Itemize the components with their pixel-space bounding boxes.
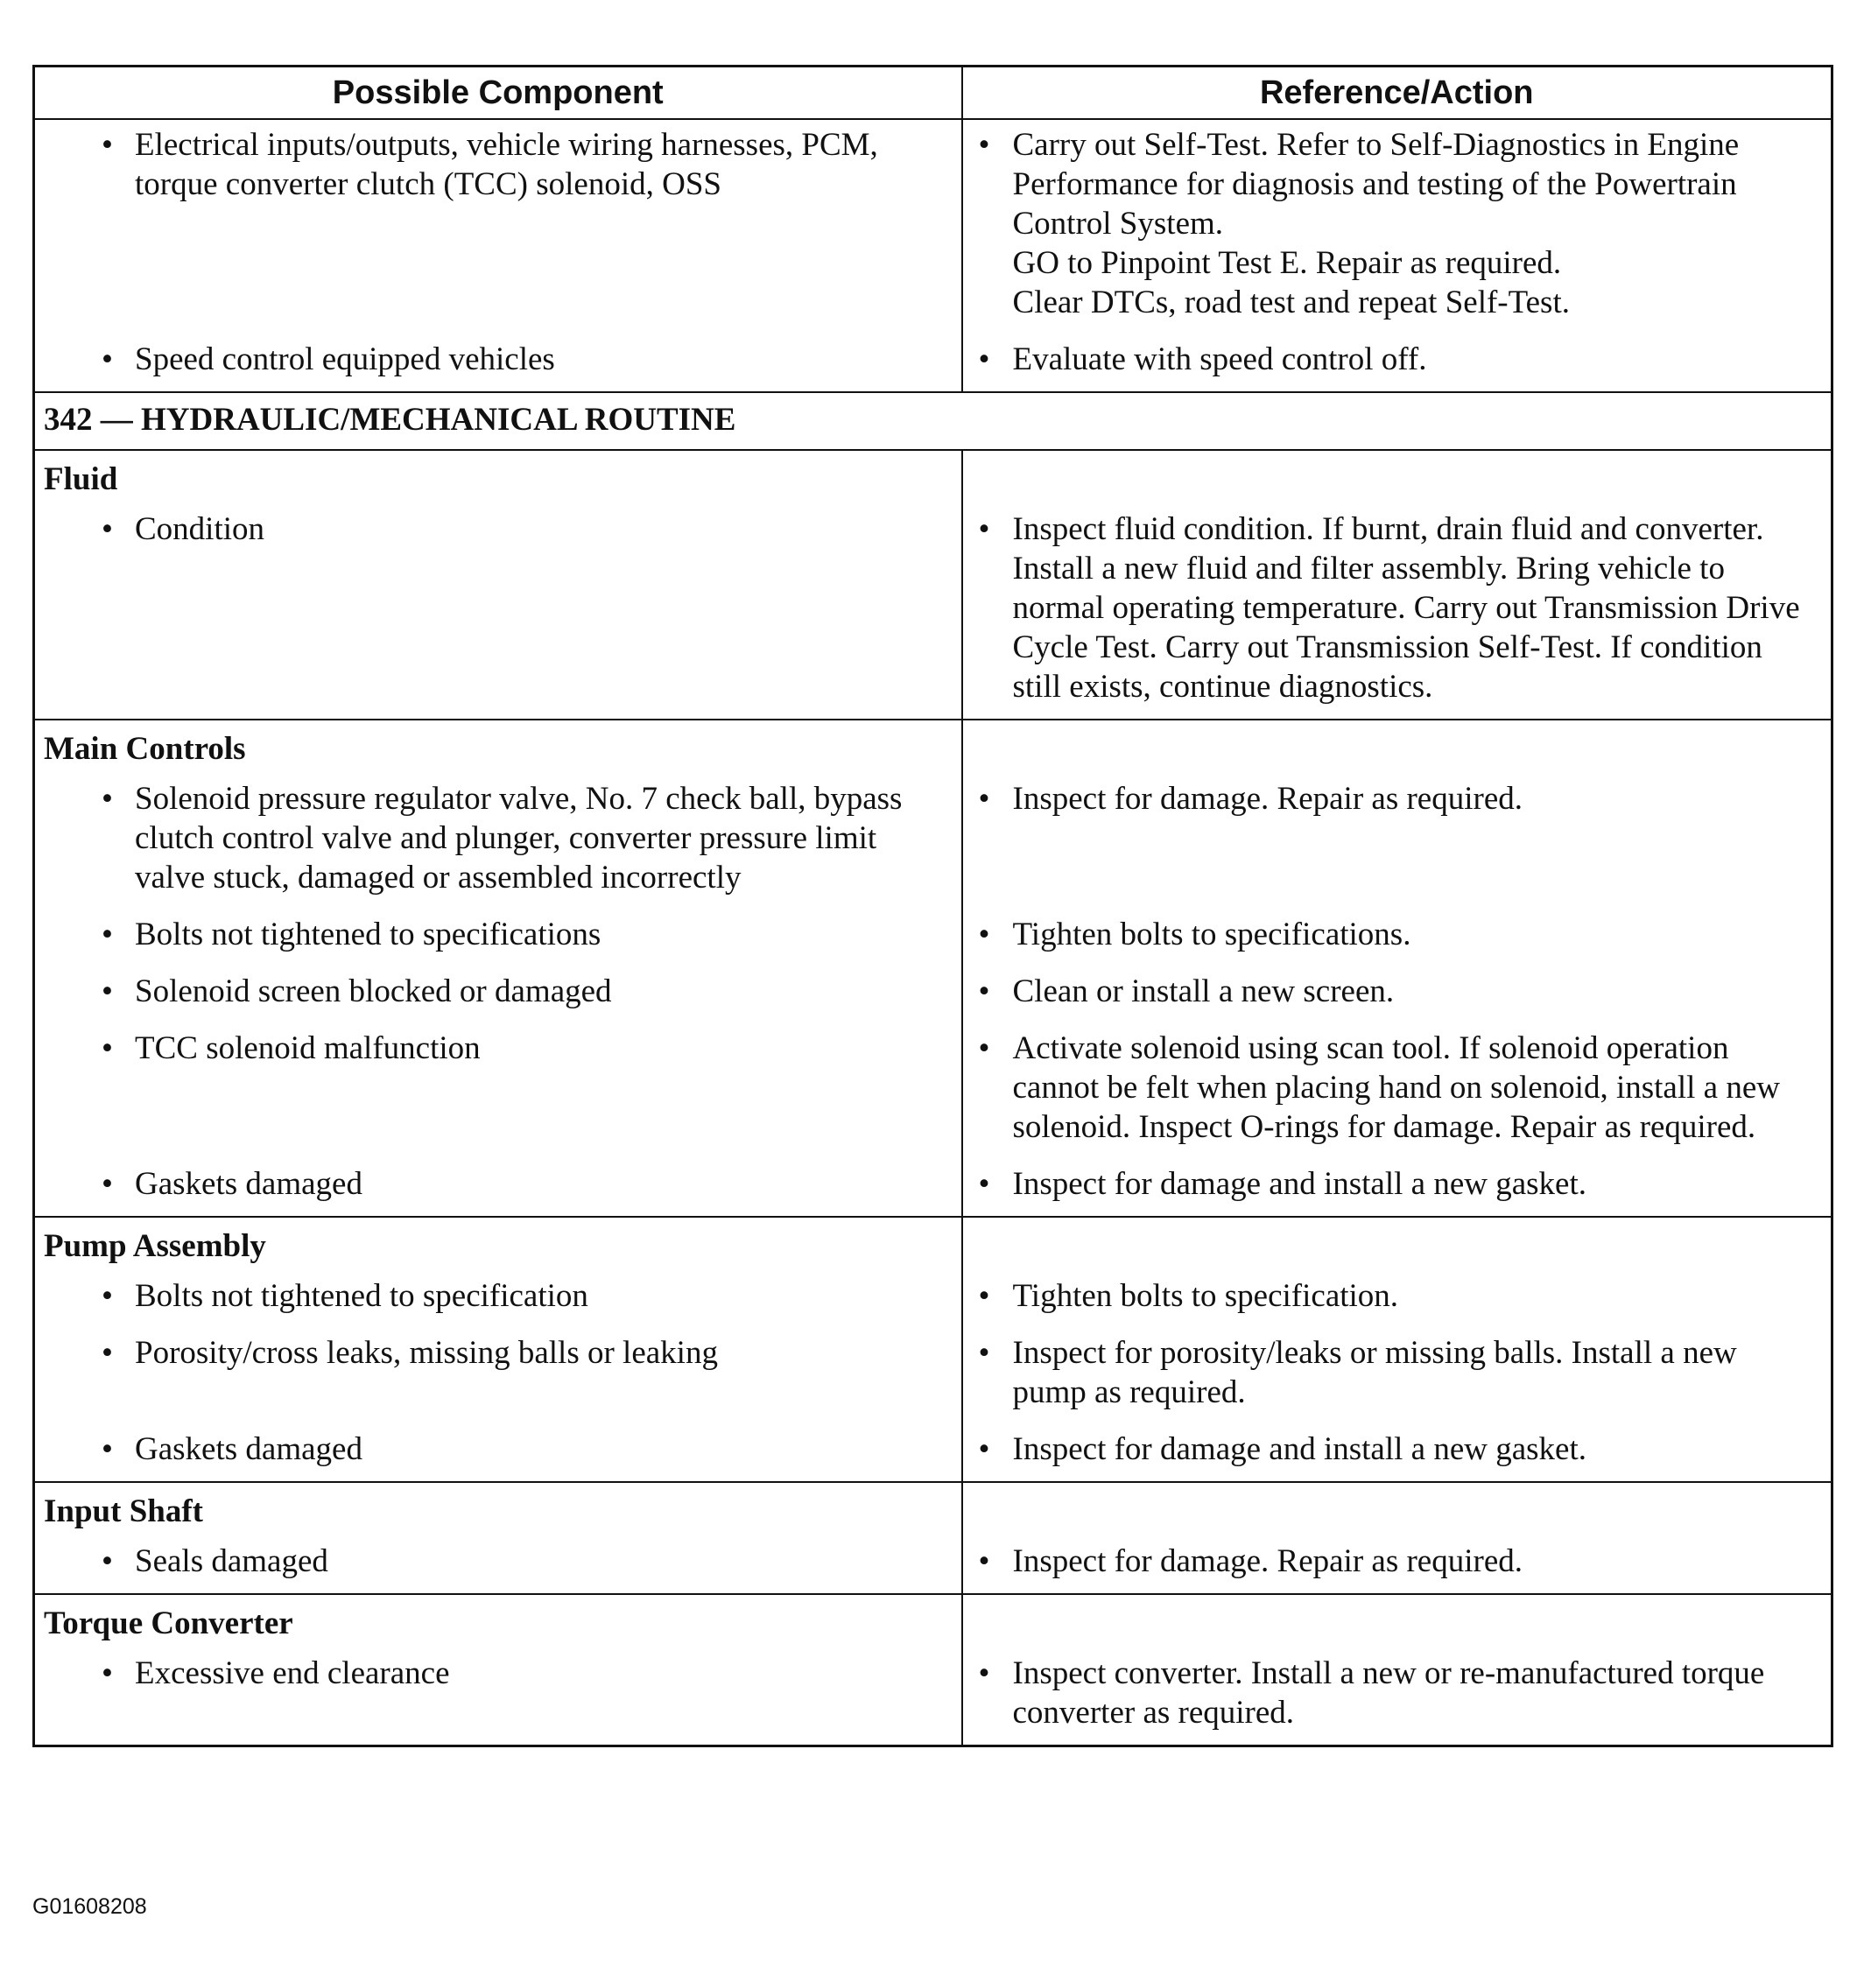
action-text: Inspect for damage and install a new gasket. xyxy=(1012,1431,1586,1467)
component-text: Speed control equipped vehicles xyxy=(135,341,555,377)
table-row xyxy=(34,910,1832,966)
bullet-icon: • xyxy=(102,917,113,952)
diagnostic-table xyxy=(32,65,1833,1747)
table-row xyxy=(34,774,1832,910)
component-text: Bolts not tightened to specifications xyxy=(135,917,601,952)
action-text: Clear DTCs, road test and repeat Self-Test. xyxy=(1012,285,1570,320)
bullet-icon: • xyxy=(978,1030,990,1066)
component-cell xyxy=(34,910,962,966)
component-cell xyxy=(34,1159,962,1217)
component-item xyxy=(35,1328,961,1385)
action-item xyxy=(963,1159,1832,1216)
action-cell xyxy=(962,119,1832,334)
header-row xyxy=(34,67,1832,120)
action-item xyxy=(963,774,1832,831)
section-title-main-controls: Main Controls xyxy=(34,720,962,774)
action-cell xyxy=(962,1424,1832,1482)
action-item xyxy=(963,1648,1832,1745)
routine-title: 342 — HYDRAULIC/MECHANICAL ROUTINE xyxy=(34,392,1832,450)
table-row xyxy=(34,1159,1832,1217)
table-row xyxy=(34,1328,1832,1424)
table-row xyxy=(34,119,1832,334)
table-row xyxy=(34,1424,1832,1482)
table-row xyxy=(34,966,1832,1023)
bullet-icon: • xyxy=(978,511,990,547)
table-row xyxy=(34,1023,1832,1159)
header-reference-action: Reference/Action xyxy=(962,67,1832,120)
component-text: TCC solenoid malfunction xyxy=(135,1030,481,1066)
bullet-icon: • xyxy=(102,1335,113,1371)
bullet-icon: • xyxy=(102,1166,113,1202)
bullet-icon: • xyxy=(978,1278,990,1314)
component-item xyxy=(35,1023,961,1080)
table-row xyxy=(34,504,1832,720)
action-cell xyxy=(962,1159,1832,1217)
bullet-icon: • xyxy=(978,1655,990,1691)
bullet-icon: • xyxy=(102,127,113,163)
component-cell xyxy=(34,119,962,334)
component-text: Porosity/cross leaks, missing balls or leaking xyxy=(135,1335,718,1371)
action-cell xyxy=(962,1328,1832,1424)
component-text: Solenoid pressure regulator valve, No. 7 check ball, bypass clutch control valve and plunger, converter pressure limit valve stuck, damaged or assembled incorrectly xyxy=(135,781,903,896)
action-item xyxy=(963,1271,1832,1328)
component-item xyxy=(35,774,961,910)
action-item xyxy=(963,910,1832,966)
table-row xyxy=(34,1648,1832,1746)
component-item xyxy=(35,1271,961,1328)
component-text: Gaskets damaged xyxy=(135,1431,362,1467)
bullet-icon: • xyxy=(102,341,113,377)
component-text: Solenoid screen blocked or damaged xyxy=(135,973,612,1009)
component-cell xyxy=(34,334,962,392)
action-cell xyxy=(962,966,1832,1023)
action-item xyxy=(963,1328,1832,1424)
empty-cell xyxy=(962,1482,1832,1536)
action-cell xyxy=(962,334,1832,392)
bullet-icon: • xyxy=(978,1166,990,1202)
bullet-icon: • xyxy=(978,1431,990,1467)
component-item xyxy=(35,910,961,966)
component-cell xyxy=(34,504,962,720)
bullet-icon: • xyxy=(102,1655,113,1691)
section-title-fluid: Fluid xyxy=(34,450,962,504)
component-text: Seals damaged xyxy=(135,1543,328,1579)
action-text: GO to Pinpoint Test E. Repair as required. xyxy=(1012,245,1562,281)
table-row xyxy=(34,1536,1832,1594)
action-cell xyxy=(962,774,1832,910)
action-text: Inspect for damage and install a new gasket. xyxy=(1012,1166,1586,1202)
action-item xyxy=(963,966,1832,1023)
component-cell xyxy=(34,1536,962,1594)
section-title-row xyxy=(34,450,1832,504)
component-cell xyxy=(34,1271,962,1328)
bullet-icon: • xyxy=(102,1278,113,1314)
component-item xyxy=(35,504,961,561)
empty-cell xyxy=(962,450,1832,504)
action-text: Inspect fluid condition. If burnt, drain fluid and converter. Install a new fluid and filter assembly. Bring vehicle to normal operating temperature. Carry out Transmission Drive Cycle Test. Carry out Transmission Self-Test. If condition still exists, continue diagnostics. xyxy=(1012,511,1800,705)
action-text: Tighten bolts to specification. xyxy=(1012,1278,1399,1314)
action-item xyxy=(963,1424,1832,1481)
bullet-icon: • xyxy=(978,781,990,817)
bullet-icon: • xyxy=(978,973,990,1009)
component-cell xyxy=(34,1424,962,1482)
bullet-icon: • xyxy=(102,511,113,547)
bullet-icon: • xyxy=(978,917,990,952)
component-text: Condition xyxy=(135,511,265,547)
component-item xyxy=(35,1159,961,1216)
component-cell xyxy=(34,1328,962,1424)
action-item xyxy=(963,334,1832,391)
action-cell xyxy=(962,1536,1832,1594)
table-row xyxy=(34,1271,1832,1328)
section-title-row xyxy=(34,1594,1832,1648)
bullet-icon: • xyxy=(978,127,990,163)
action-text: Clean or install a new screen. xyxy=(1012,973,1395,1009)
component-text: Electrical inputs/outputs, vehicle wiring harnesses, PCM, torque converter clutch (TCC) solenoid, OSS xyxy=(135,127,878,202)
component-item xyxy=(35,120,961,216)
table-row xyxy=(34,334,1832,392)
component-text: Bolts not tightened to specification xyxy=(135,1278,588,1314)
action-text: Inspect for porosity/leaks or missing balls. Install a new pump as required. xyxy=(1012,1335,1737,1410)
bullet-icon: • xyxy=(102,973,113,1009)
action-cell xyxy=(962,1271,1832,1328)
bullet-icon: • xyxy=(978,341,990,377)
action-cell xyxy=(962,1023,1832,1159)
bullet-icon: • xyxy=(102,1431,113,1467)
section-title-row xyxy=(34,1482,1832,1536)
figure-id: G01608208 xyxy=(32,1894,147,1919)
section-title-torque-converter: Torque Converter xyxy=(34,1594,962,1648)
component-item xyxy=(35,334,961,391)
section-title-row xyxy=(34,720,1832,774)
action-item xyxy=(963,1023,1832,1159)
component-cell xyxy=(34,966,962,1023)
component-item xyxy=(35,966,961,1023)
bullet-icon: • xyxy=(102,1543,113,1579)
bullet-icon: • xyxy=(978,1543,990,1579)
component-cell xyxy=(34,774,962,910)
routine-title-row xyxy=(34,392,1832,450)
action-item xyxy=(963,504,1832,719)
section-title-pump-assembly: Pump Assembly xyxy=(34,1217,962,1271)
action-text: Inspect converter. Install a new or re-manufactured torque converter as required. xyxy=(1012,1655,1765,1731)
component-text: Excessive end clearance xyxy=(135,1655,450,1691)
component-text: Gaskets damaged xyxy=(135,1166,362,1202)
bullet-icon: • xyxy=(102,1030,113,1066)
component-cell xyxy=(34,1023,962,1159)
action-text: Tighten bolts to specifications. xyxy=(1012,917,1411,952)
action-text: Inspect for damage. Repair as required. xyxy=(1012,1543,1523,1579)
component-item xyxy=(35,1536,961,1593)
action-item xyxy=(963,1536,1832,1593)
empty-cell xyxy=(962,720,1832,774)
component-item xyxy=(35,1424,961,1481)
section-title-row xyxy=(34,1217,1832,1271)
bullet-icon: • xyxy=(978,1335,990,1371)
action-text: Inspect for damage. Repair as required. xyxy=(1012,781,1523,817)
action-cell xyxy=(962,504,1832,720)
action-text: Activate solenoid using scan tool. If solenoid operation cannot be felt when placing hand on solenoid, install a new solenoid. Inspect O-rings for damage. Repair as required. xyxy=(1012,1030,1780,1145)
bullet-icon: • xyxy=(102,781,113,817)
header-possible-component: Possible Component xyxy=(34,67,962,120)
component-item xyxy=(35,1648,961,1705)
action-cell xyxy=(962,1648,1832,1746)
action-cell xyxy=(962,910,1832,966)
action-item xyxy=(963,120,1832,334)
section-title-input-shaft: Input Shaft xyxy=(34,1482,962,1536)
action-text: Carry out Self-Test. Refer to Self-Diagnostics in Engine Performance for diagnosis and testing of the Powertrain Control System. xyxy=(1012,127,1740,242)
empty-cell xyxy=(962,1217,1832,1271)
action-text: Evaluate with speed control off. xyxy=(1012,341,1427,377)
component-cell xyxy=(34,1648,962,1746)
empty-cell xyxy=(962,1594,1832,1648)
